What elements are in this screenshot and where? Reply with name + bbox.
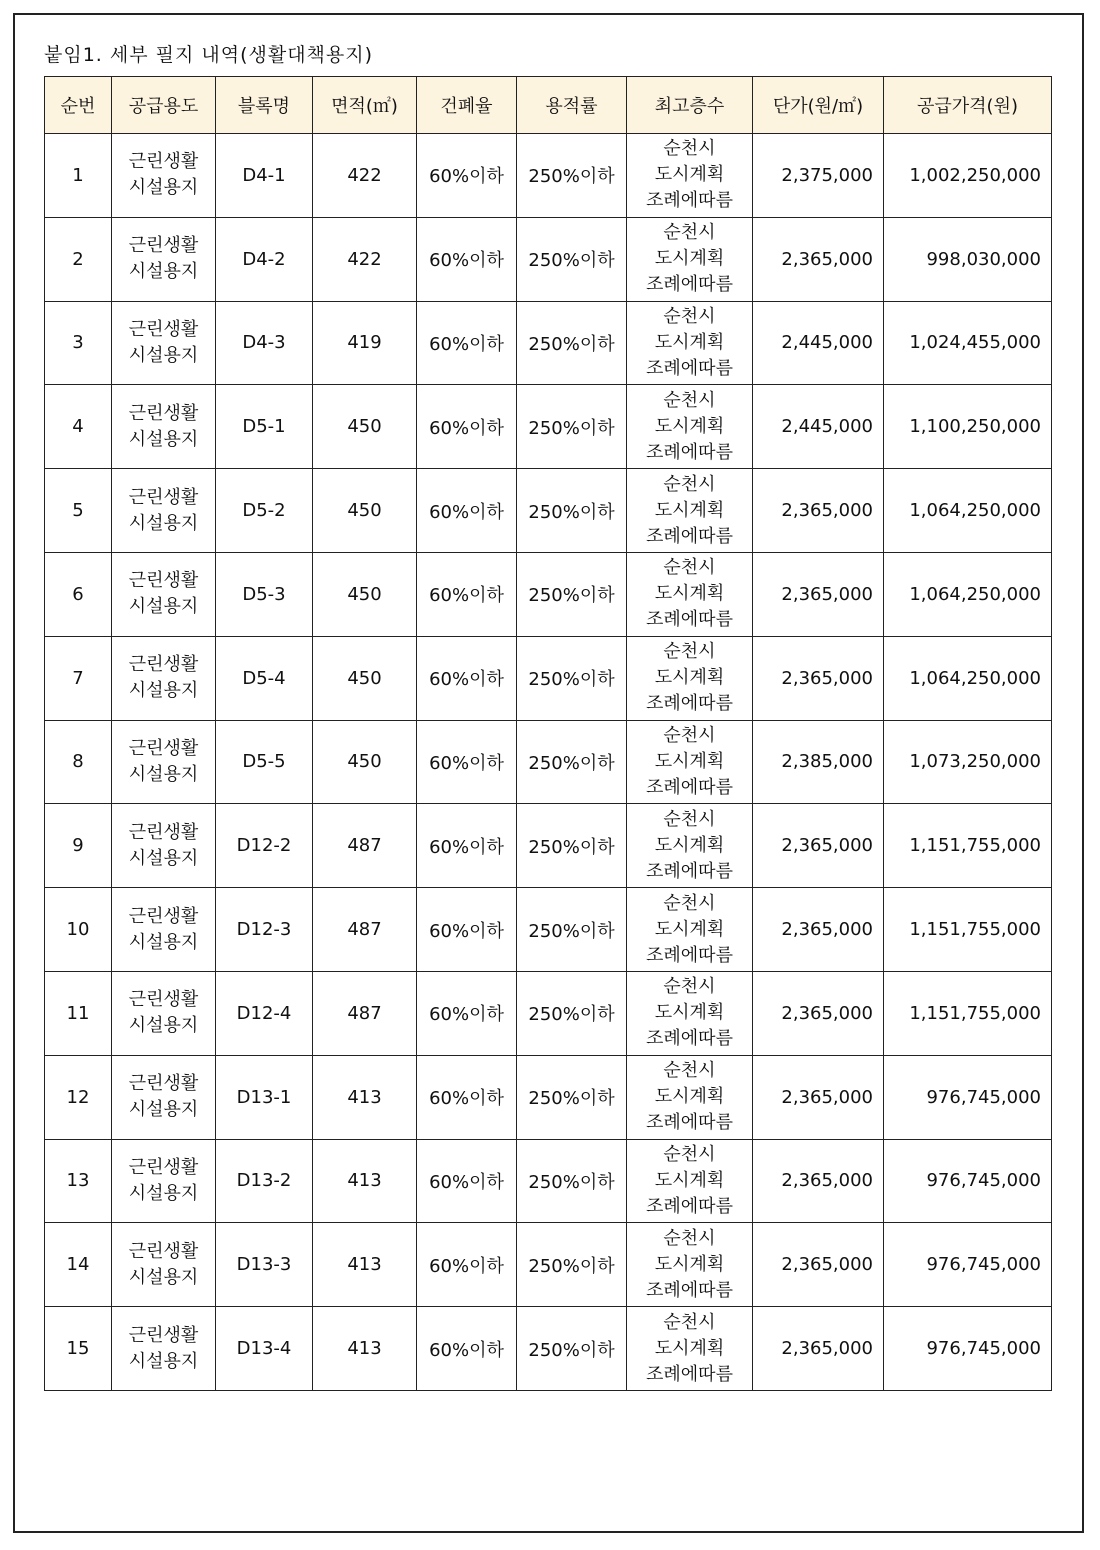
- cell-use-line: 근린생활: [128, 235, 199, 257]
- cell-far: 250%이하: [517, 1307, 627, 1391]
- table-row: [45, 552, 1052, 636]
- cell-unit-price: 2,445,000: [753, 301, 884, 385]
- cell-block: D4-1: [216, 134, 313, 218]
- cell-block: D12-4: [216, 971, 313, 1055]
- cell-max-floors-line: 도시계획: [654, 248, 725, 270]
- document-title: 붙임1. 세부 필지 내역(생활대책용지): [44, 44, 374, 66]
- cell-use-line: 근린생활: [128, 151, 199, 173]
- cell-unit-price: 2,365,000: [753, 552, 884, 636]
- cell-price: 976,745,000: [884, 1307, 1052, 1391]
- header-area: 면적(㎡): [313, 77, 417, 134]
- cell-price: 1,073,250,000: [884, 720, 1052, 804]
- cell-max-floors-line: 도시계획: [654, 1253, 725, 1275]
- cell-far: 250%이하: [517, 636, 627, 720]
- cell-use: [112, 971, 216, 1055]
- cell-max-floors-line: 순천시: [663, 1227, 716, 1249]
- cell-max-floors: [627, 552, 753, 636]
- table-header: [45, 77, 1052, 134]
- cell-max-floors: [627, 1139, 753, 1223]
- cell-area: 450: [313, 385, 417, 469]
- cell-use-line: 시설용지: [128, 177, 199, 199]
- cell-use: [112, 1055, 216, 1139]
- cell-max-floors-line: 조례에따름: [646, 944, 733, 966]
- cell-coverage: 60%이하: [417, 217, 517, 301]
- cell-max-floors-line: 조례에따름: [646, 1279, 733, 1301]
- cell-coverage: 60%이하: [417, 1307, 517, 1391]
- cell-area: 450: [313, 636, 417, 720]
- cell-price: 1,002,250,000: [884, 134, 1052, 218]
- cell-use-line: 시설용지: [128, 763, 199, 785]
- cell-area: 487: [313, 971, 417, 1055]
- cell-max-floors: [627, 1223, 753, 1307]
- table-row: [45, 720, 1052, 804]
- cell-block: D13-1: [216, 1055, 313, 1139]
- cell-block: D12-3: [216, 888, 313, 972]
- cell-use: [112, 720, 216, 804]
- cell-max-floors-line: 조례에따름: [646, 860, 733, 882]
- header-far: 용적률: [517, 77, 627, 134]
- cell-use-line: 시설용지: [128, 1182, 199, 1204]
- cell-max-floors-line: 조례에따름: [646, 609, 733, 631]
- cell-no: 7: [45, 636, 112, 720]
- cell-coverage: 60%이하: [417, 134, 517, 218]
- table-row: [45, 385, 1052, 469]
- table-row: [45, 971, 1052, 1055]
- cell-unit-price: 2,365,000: [753, 1055, 884, 1139]
- cell-use: [112, 1223, 216, 1307]
- cell-use: [112, 469, 216, 553]
- cell-no: 6: [45, 552, 112, 636]
- cell-unit-price: 2,365,000: [753, 1139, 884, 1223]
- header-row: [45, 77, 1052, 134]
- cell-use-line: 근린생활: [128, 318, 199, 340]
- cell-no: 11: [45, 971, 112, 1055]
- cell-unit-price: 2,365,000: [753, 971, 884, 1055]
- cell-far: 250%이하: [517, 385, 627, 469]
- cell-no: 13: [45, 1139, 112, 1223]
- cell-far: 250%이하: [517, 134, 627, 218]
- header-use: 공급용도: [112, 77, 216, 134]
- cell-unit-price: 2,365,000: [753, 888, 884, 972]
- header-no: 순번: [45, 77, 112, 134]
- cell-use: [112, 217, 216, 301]
- cell-block: D4-2: [216, 217, 313, 301]
- cell-area: 487: [313, 888, 417, 972]
- cell-coverage: 60%이하: [417, 888, 517, 972]
- cell-area: 450: [313, 469, 417, 553]
- cell-block: D5-5: [216, 720, 313, 804]
- cell-no: 2: [45, 217, 112, 301]
- header-block: 블록명: [216, 77, 313, 134]
- cell-max-floors: [627, 385, 753, 469]
- cell-use: [112, 804, 216, 888]
- cell-block: D13-3: [216, 1223, 313, 1307]
- cell-no: 9: [45, 804, 112, 888]
- cell-max-floors-line: 도시계획: [654, 1169, 725, 1191]
- cell-price: 1,024,455,000: [884, 301, 1052, 385]
- cell-coverage: 60%이하: [417, 1223, 517, 1307]
- cell-unit-price: 2,385,000: [753, 720, 884, 804]
- cell-max-floors-line: 도시계획: [654, 499, 725, 521]
- cell-use-line: 시설용지: [128, 1099, 199, 1121]
- cell-area: 413: [313, 1307, 417, 1391]
- cell-max-floors-line: 도시계획: [654, 667, 725, 689]
- cell-far: 250%이하: [517, 888, 627, 972]
- cell-max-floors-line: 도시계획: [654, 1337, 725, 1359]
- table-row: [45, 134, 1052, 218]
- cell-unit-price: 2,375,000: [753, 134, 884, 218]
- cell-no: 3: [45, 301, 112, 385]
- cell-coverage: 60%이하: [417, 552, 517, 636]
- cell-use-line: 근린생활: [128, 1240, 199, 1262]
- cell-use-line: 근린생활: [128, 905, 199, 927]
- cell-price: 976,745,000: [884, 1139, 1052, 1223]
- cell-max-floors: [627, 1055, 753, 1139]
- cell-block: D13-2: [216, 1139, 313, 1223]
- cell-use: [112, 134, 216, 218]
- cell-no: 15: [45, 1307, 112, 1391]
- cell-max-floors: [627, 888, 753, 972]
- cell-use-line: 근린생활: [128, 989, 199, 1011]
- cell-use-line: 근린생활: [128, 486, 199, 508]
- cell-price: 976,745,000: [884, 1223, 1052, 1307]
- cell-use: [112, 636, 216, 720]
- cell-price: 1,151,755,000: [884, 804, 1052, 888]
- table-row: [45, 301, 1052, 385]
- cell-far: 250%이하: [517, 469, 627, 553]
- cell-use-line: 시설용지: [128, 847, 199, 869]
- cell-price: 1,064,250,000: [884, 636, 1052, 720]
- cell-no: 5: [45, 469, 112, 553]
- cell-use-line: 시설용지: [128, 680, 199, 702]
- cell-far: 250%이하: [517, 552, 627, 636]
- cell-max-floors-line: 도시계획: [654, 918, 725, 940]
- cell-use-line: 시설용지: [128, 596, 199, 618]
- cell-area: 487: [313, 804, 417, 888]
- cell-use-line: 근린생활: [128, 1156, 199, 1178]
- cell-max-floors-line: 조례에따름: [646, 1363, 733, 1385]
- cell-max-floors-line: 순천시: [663, 557, 716, 579]
- cell-use-line: 근린생활: [128, 402, 199, 424]
- cell-unit-price: 2,365,000: [753, 636, 884, 720]
- cell-max-floors-line: 조례에따름: [646, 1195, 733, 1217]
- cell-max-floors-line: 조례에따름: [646, 525, 733, 547]
- cell-area: 422: [313, 134, 417, 218]
- cell-block: D5-3: [216, 552, 313, 636]
- cell-use-line: 근린생활: [128, 1073, 199, 1095]
- table-row: [45, 804, 1052, 888]
- cell-coverage: 60%이하: [417, 804, 517, 888]
- cell-block: D5-2: [216, 469, 313, 553]
- cell-coverage: 60%이하: [417, 385, 517, 469]
- cell-far: 250%이하: [517, 720, 627, 804]
- cell-max-floors: [627, 804, 753, 888]
- parcel-table: [44, 76, 1052, 1391]
- cell-max-floors-line: 순천시: [663, 1143, 716, 1165]
- cell-coverage: 60%이하: [417, 469, 517, 553]
- cell-max-floors-line: 순천시: [663, 389, 716, 411]
- cell-no: 12: [45, 1055, 112, 1139]
- cell-use-line: 시설용지: [128, 931, 199, 953]
- cell-max-floors-line: 도시계획: [654, 583, 725, 605]
- cell-max-floors-line: 순천시: [663, 222, 716, 244]
- cell-area: 413: [313, 1223, 417, 1307]
- cell-use: [112, 385, 216, 469]
- cell-use: [112, 1139, 216, 1223]
- cell-unit-price: 2,365,000: [753, 1307, 884, 1391]
- cell-max-floors-line: 순천시: [663, 1060, 716, 1082]
- cell-coverage: 60%이하: [417, 636, 517, 720]
- table-body: [45, 134, 1052, 1391]
- cell-area: 450: [313, 552, 417, 636]
- cell-max-floors-line: 도시계획: [654, 834, 725, 856]
- cell-use-line: 근린생활: [128, 821, 199, 843]
- cell-use-line: 시설용지: [128, 261, 199, 283]
- cell-price: 1,151,755,000: [884, 888, 1052, 972]
- cell-use-line: 근린생활: [128, 570, 199, 592]
- cell-max-floors-line: 조례에따름: [646, 190, 733, 212]
- cell-max-floors-line: 도시계획: [654, 1002, 725, 1024]
- cell-coverage: 60%이하: [417, 1139, 517, 1223]
- cell-max-floors-line: 조례에따름: [646, 441, 733, 463]
- cell-max-floors: [627, 1307, 753, 1391]
- cell-unit-price: 2,365,000: [753, 1223, 884, 1307]
- cell-coverage: 60%이하: [417, 1055, 517, 1139]
- cell-max-floors-line: 조례에따름: [646, 776, 733, 798]
- cell-price: 1,064,250,000: [884, 469, 1052, 553]
- cell-use: [112, 888, 216, 972]
- cell-area: 413: [313, 1139, 417, 1223]
- cell-far: 250%이하: [517, 971, 627, 1055]
- cell-max-floors-line: 순천시: [663, 1311, 716, 1333]
- cell-unit-price: 2,365,000: [753, 217, 884, 301]
- cell-unit-price: 2,365,000: [753, 469, 884, 553]
- cell-no: 4: [45, 385, 112, 469]
- table-row: [45, 1055, 1052, 1139]
- cell-max-floors-line: 도시계획: [654, 750, 725, 772]
- cell-coverage: 60%이하: [417, 301, 517, 385]
- cell-max-floors: [627, 636, 753, 720]
- cell-use-line: 시설용지: [128, 512, 199, 534]
- cell-max-floors-line: 순천시: [663, 976, 716, 998]
- cell-block: D12-2: [216, 804, 313, 888]
- cell-far: 250%이하: [517, 1055, 627, 1139]
- cell-max-floors-line: 도시계획: [654, 1086, 725, 1108]
- cell-max-floors-line: 순천시: [663, 724, 716, 746]
- cell-use-line: 근린생활: [128, 654, 199, 676]
- cell-use: [112, 552, 216, 636]
- cell-area: 413: [313, 1055, 417, 1139]
- cell-max-floors: [627, 469, 753, 553]
- cell-max-floors-line: 순천시: [663, 473, 716, 495]
- cell-coverage: 60%이하: [417, 971, 517, 1055]
- table-row: [45, 636, 1052, 720]
- cell-max-floors: [627, 971, 753, 1055]
- header-unit-price: 단가(원/㎡): [753, 77, 884, 134]
- cell-use-line: 근린생활: [128, 1324, 199, 1346]
- cell-price: 1,064,250,000: [884, 552, 1052, 636]
- cell-price: 1,100,250,000: [884, 385, 1052, 469]
- cell-max-floors-line: 조례에따름: [646, 1028, 733, 1050]
- cell-no: 1: [45, 134, 112, 218]
- cell-use-line: 시설용지: [128, 344, 199, 366]
- cell-use-line: 시설용지: [128, 1350, 199, 1372]
- header-max-floors: 최고층수: [627, 77, 753, 134]
- cell-max-floors-line: 도시계획: [654, 415, 725, 437]
- cell-max-floors-line: 도시계획: [654, 331, 725, 353]
- table-row: [45, 217, 1052, 301]
- cell-max-floors-line: 순천시: [663, 808, 716, 830]
- cell-no: 10: [45, 888, 112, 972]
- cell-use-line: 시설용지: [128, 1266, 199, 1288]
- cell-far: 250%이하: [517, 301, 627, 385]
- cell-price: 998,030,000: [884, 217, 1052, 301]
- cell-max-floors: [627, 720, 753, 804]
- cell-block: D4-3: [216, 301, 313, 385]
- cell-area: 419: [313, 301, 417, 385]
- cell-max-floors-line: 조례에따름: [646, 1112, 733, 1134]
- cell-use-line: 시설용지: [128, 428, 199, 450]
- cell-max-floors: [627, 134, 753, 218]
- cell-block: D5-1: [216, 385, 313, 469]
- table-row: [45, 888, 1052, 972]
- cell-max-floors-line: 순천시: [663, 305, 716, 327]
- cell-max-floors-line: 순천시: [663, 641, 716, 663]
- cell-far: 250%이하: [517, 1223, 627, 1307]
- cell-max-floors-line: 순천시: [663, 138, 716, 160]
- cell-far: 250%이하: [517, 1139, 627, 1223]
- cell-max-floors-line: 도시계획: [654, 164, 725, 186]
- cell-no: 8: [45, 720, 112, 804]
- cell-far: 250%이하: [517, 804, 627, 888]
- cell-unit-price: 2,365,000: [753, 804, 884, 888]
- table-row: [45, 1223, 1052, 1307]
- cell-unit-price: 2,445,000: [753, 385, 884, 469]
- cell-price: 1,151,755,000: [884, 971, 1052, 1055]
- cell-max-floors-line: 순천시: [663, 892, 716, 914]
- cell-use-line: 근린생활: [128, 737, 199, 759]
- cell-use: [112, 1307, 216, 1391]
- table-row: [45, 469, 1052, 553]
- cell-use: [112, 301, 216, 385]
- cell-max-floors: [627, 217, 753, 301]
- header-coverage: 건폐율: [417, 77, 517, 134]
- cell-max-floors-line: 조례에따름: [646, 274, 733, 296]
- header-price: 공급가격(원): [884, 77, 1052, 134]
- cell-area: 450: [313, 720, 417, 804]
- cell-price: 976,745,000: [884, 1055, 1052, 1139]
- cell-area: 422: [313, 217, 417, 301]
- table-row: [45, 1307, 1052, 1391]
- table-row: [45, 1139, 1052, 1223]
- cell-no: 14: [45, 1223, 112, 1307]
- cell-max-floors-line: 조례에따름: [646, 357, 733, 379]
- cell-coverage: 60%이하: [417, 720, 517, 804]
- cell-use-line: 시설용지: [128, 1015, 199, 1037]
- cell-block: D5-4: [216, 636, 313, 720]
- cell-max-floors: [627, 301, 753, 385]
- cell-far: 250%이하: [517, 217, 627, 301]
- cell-max-floors-line: 조례에따름: [646, 693, 733, 715]
- cell-block: D13-4: [216, 1307, 313, 1391]
